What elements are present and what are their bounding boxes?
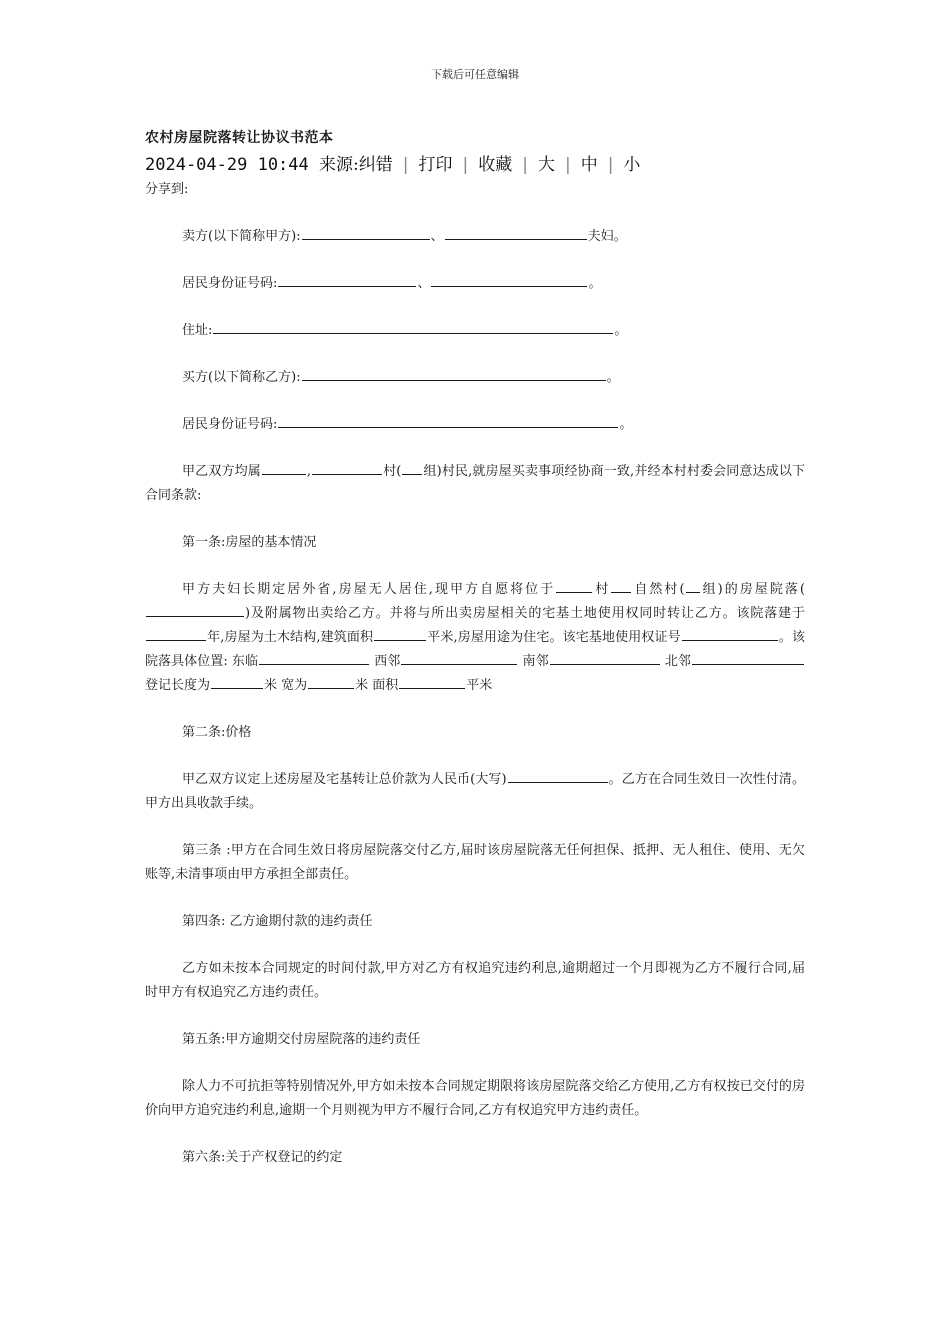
seller-line [145, 225, 805, 249]
blank [278, 272, 416, 287]
meta-line [145, 150, 640, 175]
header-note: 下载后可任意编辑 [431, 68, 519, 81]
blank [211, 674, 263, 689]
text: 平米,房屋用途为住宅。该宅基地使用权证号 [427, 630, 681, 645]
separator-text: 、 [430, 229, 444, 244]
buyer-id-line [145, 413, 805, 437]
blank [308, 674, 354, 689]
font-medium-link[interactable]: 中 [580, 155, 598, 175]
clause-2-title: 第二条:价格 [182, 725, 252, 740]
clause-4-body: 乙方如未按本合同规定的时间付款,甲方对乙方有权追究违约利息,逾期超过一个月即视为乙方不履行合同,届时甲方有权追究乙方违约责任。 [145, 961, 805, 1000]
text: 米 面积 [355, 678, 399, 693]
clause-5-body: 除人力不可抗拒等特别情况外,甲方如未按本合同规定期限将该房屋院落交给乙方使用,乙方有权按已交付的房价向甲方追究违约利息,逾期一个月则视为甲方不履行合同,乙方有权追究甲方违约责任。 [145, 1079, 805, 1118]
source-label: 来源: [319, 155, 359, 175]
text: 登记长度为 [145, 678, 211, 693]
text: 。乙方在合同生效日一次性付清。甲方出具收款手续。 [145, 772, 805, 811]
text: 甲乙双方议定上述房屋及宅基转让总价款为人民币(大写) [182, 772, 507, 787]
blank [259, 650, 369, 665]
buyer-label: 买方(以下简称乙方): [182, 370, 301, 385]
seller-suffix: 夫妇。 [587, 229, 627, 244]
text: 甲乙双方均属 [182, 464, 261, 479]
blank [399, 674, 465, 689]
blank [508, 768, 608, 783]
separator: | [462, 155, 469, 175]
text: 组)的房屋院落( [700, 582, 805, 597]
separator-text: 、 [417, 276, 431, 291]
font-large-link[interactable]: 大 [537, 155, 555, 175]
blank [550, 650, 660, 665]
blank [146, 602, 244, 617]
text: 甲方夫妇长期定居外省,房屋无人居住,现甲方自愿将位于 [182, 582, 556, 597]
text: 北邻 [660, 654, 691, 669]
blank [262, 460, 306, 475]
text: 村 [593, 582, 611, 597]
period: 。 [614, 323, 628, 338]
address-label: 住址: [182, 323, 213, 338]
blank [682, 626, 778, 641]
publish-datetime: 2024-04-29 10:44 [145, 155, 309, 175]
text: , [306, 464, 312, 479]
blank [374, 626, 426, 641]
separator: | [402, 155, 409, 175]
font-small-link[interactable]: 小 [623, 155, 641, 175]
blank [556, 578, 592, 593]
blank [278, 413, 618, 428]
separator: | [564, 155, 571, 175]
text: 米 宽为 [264, 678, 308, 693]
clause-1-body [145, 578, 805, 698]
clause-3: 第三条 :甲方在合同生效日将房屋院落交付乙方,届时该房屋院落无任何担保、抵押、无人租住、使用、无欠账等,未清事项由甲方承担全部责任。 [145, 843, 805, 882]
separator: | [522, 155, 528, 175]
favorite-link[interactable]: 收藏 [478, 155, 513, 175]
text: 年,房屋为土木结构,建筑面积 [207, 630, 374, 645]
page-title: 农村房屋院落转让协议书范本 [145, 130, 334, 146]
seller-id-label: 居民身份证号码: [182, 276, 278, 291]
separator: | [607, 155, 614, 175]
blank [146, 626, 206, 641]
period: 。 [619, 417, 633, 432]
clause-2-body [145, 768, 805, 816]
clause-1-title: 第一条:房屋的基本情况 [182, 535, 317, 550]
clause-6-title: 第六条:关于产权登记的约定 [182, 1150, 343, 1165]
blank [611, 578, 631, 593]
text: 西邻 [370, 654, 401, 669]
blank [213, 319, 613, 334]
blank [445, 225, 587, 240]
period: 。 [588, 276, 602, 291]
seller-label: 卖方(以下简称甲方): [182, 229, 301, 244]
text: 村( [383, 464, 402, 479]
blank [402, 460, 422, 475]
period: 。 [606, 370, 620, 385]
buyer-line [145, 366, 805, 390]
clause-5-title: 第五条:甲方逾期交付房屋院落的违约责任 [182, 1032, 421, 1047]
blank [431, 272, 587, 287]
print-link[interactable]: 打印 [418, 155, 453, 175]
text: 平米 [466, 678, 493, 693]
text: 自然村( [632, 582, 685, 597]
seller-id-line [145, 272, 805, 296]
blank [302, 366, 606, 381]
intro-paragraph [145, 460, 805, 508]
buyer-id-label: 居民身份证号码: [182, 417, 278, 432]
blank [686, 578, 700, 593]
blank [692, 650, 804, 665]
text: 组)村民,就房屋买卖事项经协商一致,并经本村村委会同意达成以下合同条款: [145, 464, 805, 503]
address-line [145, 319, 805, 343]
blank [401, 650, 517, 665]
share-label: 分享到: [145, 182, 189, 197]
text: 南邻 [518, 654, 549, 669]
contract-body [145, 225, 805, 1193]
blank [312, 460, 382, 475]
text: )及附属物出卖给乙方。并将与所出卖房屋相关的宅基土地使用权同时转让乙方。该院落建于 [245, 606, 805, 621]
clause-4-title: 第四条: 乙方逾期付款的违约责任 [182, 914, 373, 929]
blank [302, 225, 430, 240]
correct-link[interactable]: 纠错 [358, 155, 393, 175]
text: 。该院落具体位置: 东临 [145, 630, 805, 669]
